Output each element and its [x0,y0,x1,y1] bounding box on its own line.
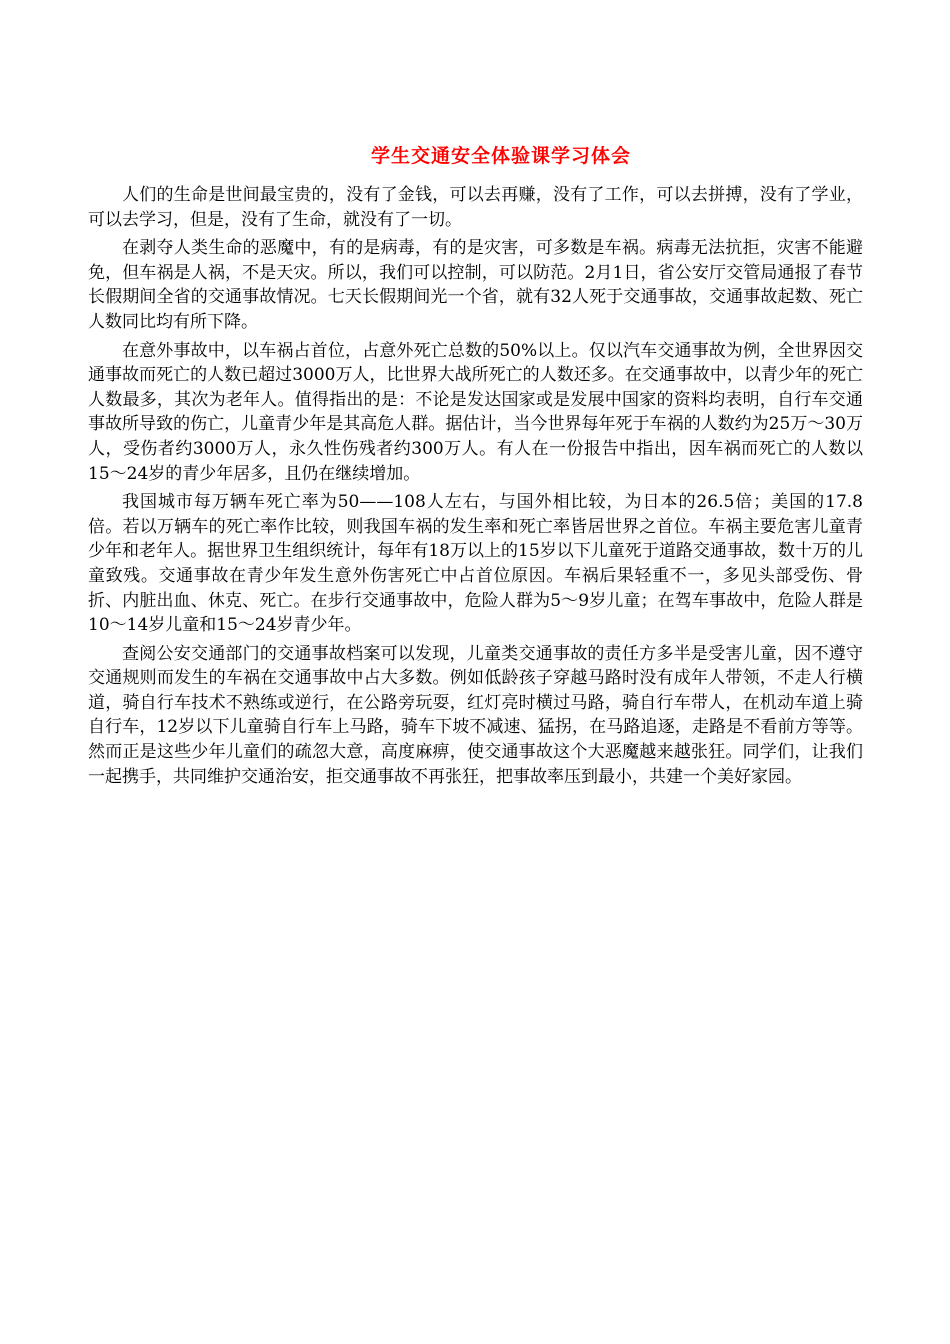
paragraph-5: 查阅公安交通部门的交通事故档案可以发现，儿童类交通事故的责任方多半是受害儿童，因不遵守交通规则而发生的车祸在交通事故中占大多数。例如低龄孩子穿越马路时没有成年人带领，不走人行横道，骑自行车技术不熟练或逆行，在公路旁玩耍，红灯亮时横过马路，骑自行车带人，在机动车道上骑自行车，12岁以下儿童骑自行车上马路，骑车下坡不减速、猛拐，在马路追逐，走路是不看前方等等。然而正是这些少年儿童们的疏忽大意，高度麻痹，使交通事故这个大恶魔越来越张狂。同学们，让我们一起携手，共同维护交通治安，拒交通事故不再张狂，把事故率压到最小，共建一个美好家园。 [88,643,863,787]
paragraph-2: 在剥夺人类生命的恶魔中，有的是病毒，有的是灾害，可多数是车祸。病毒无法抗拒，灾害不能避免，但车祸是人祸，不是天灾。所以，我们可以控制，可以防范。2月1日，省公安厅交管局通报了春节长假期间全省的交通事故情况。七天长假期间光一个省，就有32人死于交通事故，交通事故起数、死亡人数同比均有所下降。 [88,238,863,332]
document-body [88,183,863,793]
document-title: 学生交通安全体验课学习体会 [370,145,631,167]
paragraph-4: 我国城市每万辆车死亡率为50——108人左右，与国外相比较，为日本的26.5倍；美国的17.8倍。若以万辆车的死亡率作比较，则我国车祸的发生率和死亡率皆居世界之首位。车祸主要危害儿童青少年和老年人。据世界卫生组织统计，每年有18万以上的15岁以下儿童死于道路交通事故，数十万的儿童致残。交通事故在青少年发生意外伤害死亡中占首位原因。车祸后果轻重不一，多见头部受伤、骨折、内脏出血、休克、死亡。在步行交通事故中，危险人群为5～9岁儿童；在驾车事故中，危险人群是10～14岁儿童和15～24岁青少年。 [88,492,863,636]
paragraph-3: 在意外事故中，以车祸占首位，占意外死亡总数的50%以上。仅以汽车交通事故为例，全世界因交通事故而死亡的人数已超过3000万人，比世界大战所死亡的人数还多。在交通事故中，以青少年的死亡人数最多，其次为老年人。值得指出的是：不论是发达国家或是发展中国家的资料均表明，自行车交通事故所导致的伤亡，儿童青少年是其高危人群。据估计，当今世界每年死于车祸的人数约为25万～30万人，受伤者约3000万人，永久性伤残者约300万人。有人在一份报告中指出，因车祸而死亡的人数以15～24岁的青少年居多，且仍在继续增加。 [88,340,863,484]
paragraph-1: 人们的生命是世间最宝贵的，没有了金钱，可以去再赚，没有了工作，可以去拼搏，没有了学业，可以去学习，但是，没有了生命，就没有了一切。 [88,185,863,230]
